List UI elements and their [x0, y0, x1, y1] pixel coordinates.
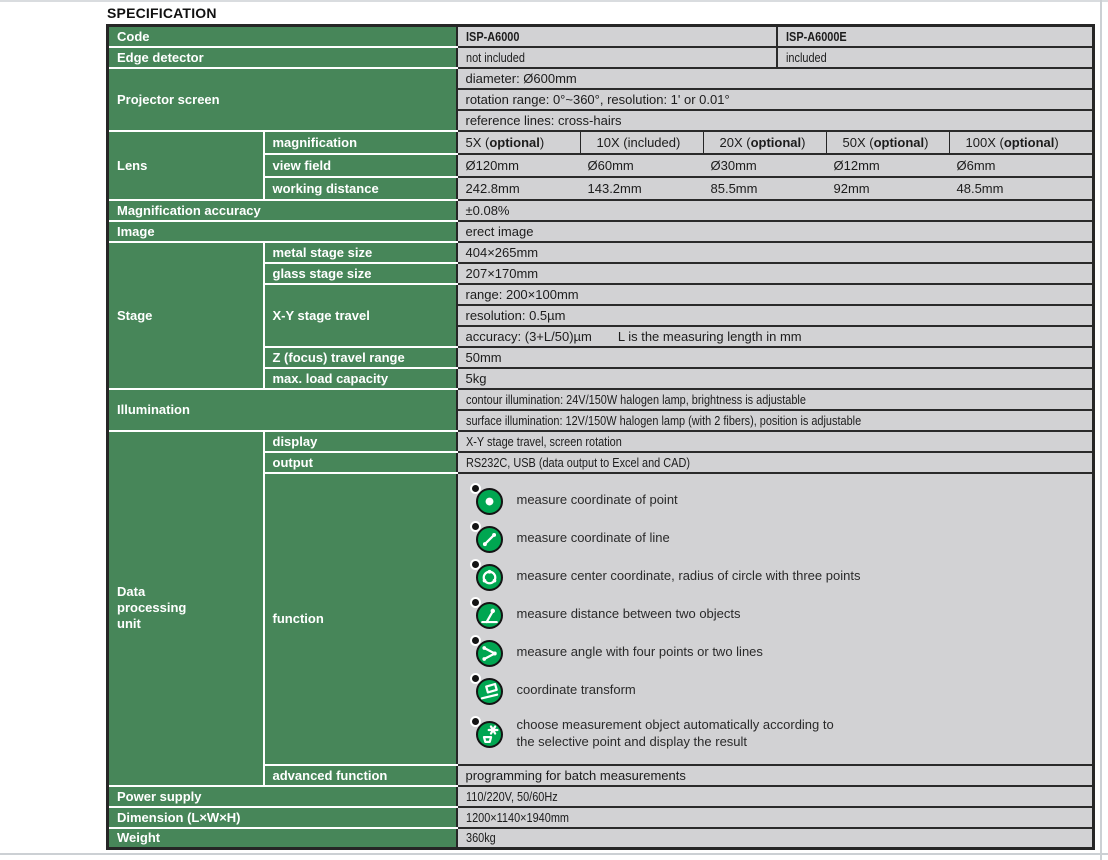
weight-label: Weight — [108, 828, 457, 849]
angle-measure-icon — [472, 637, 503, 668]
edge-detector-a-cell: not included — [457, 47, 777, 68]
line-measure-icon — [472, 523, 503, 554]
stage-glass-value: 207×170mm — [457, 263, 1094, 284]
stage-z-travel-value: 50mm — [457, 347, 1094, 368]
page-edge-top — [0, 0, 1108, 2]
power-supply-label: Power supply — [108, 786, 457, 807]
stage-xy-range-cell: range: 200×100mm — [457, 284, 1094, 305]
dpu-function-list — [457, 473, 1094, 765]
magnification-accuracy-value: ±0.08% — [457, 200, 1094, 221]
magnification-accuracy-label: Magnification accuracy — [108, 200, 457, 221]
circle-measure-icon — [472, 561, 503, 592]
stage-label: Stage — [108, 242, 264, 389]
stage-xy-accuracy-cell: accuracy: (3+L/50)µm L is the measuring length in mm — [457, 326, 1094, 347]
projector-reference-cell: reference lines: cross-hairs — [457, 110, 1094, 131]
lens-magnification-values: 5X (optional) 10X (included) 20X (optional) 50X (optional) 100X (optional) — [457, 131, 1094, 154]
dimension-value: 1200×1140×1940mm — [457, 807, 1094, 828]
code-label: Code — [108, 26, 457, 47]
point-measure-icon — [472, 485, 503, 516]
function-item: measure center coordinate, radius of circle with three points — [472, 558, 1087, 596]
image-value: erect image — [457, 221, 1094, 242]
stage-z-travel-label: Z (focus) travel range — [264, 347, 457, 368]
projector-diameter-cell: diameter: Ø600mm — [457, 68, 1094, 89]
lens-view-field-label: view field — [264, 154, 457, 177]
stage-load-label: max. load capacity — [264, 368, 457, 389]
code-model-a-cell: ISP-A6000 — [457, 26, 777, 47]
dpu-display-value: X-Y stage travel, screen rotation — [457, 431, 1094, 452]
dimension-label: Dimension (L×W×H) — [108, 807, 457, 828]
function-item: choose measurement object automatically according to the selective point and display the result — [472, 710, 1087, 758]
coordinate-transform-icon — [472, 675, 503, 706]
stage-load-value: 5kg — [457, 368, 1094, 389]
function-item: measure coordinate of line — [472, 520, 1087, 558]
stage-xy-travel-label: X-Y stage travel — [264, 284, 457, 347]
illumination-label: Illumination — [108, 389, 457, 431]
auto-measure-icon — [472, 718, 503, 749]
dpu-advanced-function-label: advanced function — [264, 765, 457, 786]
power-supply-value: 110/220V, 50/60Hz — [457, 786, 1094, 807]
lens-working-distance-values: 242.8mm 143.2mm 85.5mm 92mm 48.5mm — [457, 177, 1094, 200]
code-model-b-cell: ISP-A6000E — [777, 26, 1094, 47]
image-label: Image — [108, 221, 457, 242]
function-item: measure coordinate of point — [472, 482, 1087, 520]
page-edge-right — [1100, 0, 1102, 860]
illumination-contour-cell: contour illumination: 24V/150W halogen lamp, brightness is adjustable — [457, 389, 1094, 410]
lens-label: Lens — [108, 131, 264, 200]
lens-working-distance-label: working distance — [264, 177, 457, 200]
dpu-advanced-function-value: programming for batch measurements — [457, 765, 1094, 786]
function-item: coordinate transform — [472, 672, 1087, 710]
projector-screen-label: Projector screen — [108, 68, 457, 131]
lens-view-field-values: Ø120mm Ø60mm Ø30mm Ø12mm Ø6mm — [457, 154, 1094, 177]
lens-magnification-label: magnification — [264, 131, 457, 154]
projector-rotation-cell: rotation range: 0°~360°, resolution: 1' or 0.01° — [457, 89, 1094, 110]
page-edge-bottom — [0, 853, 1108, 855]
specification-table — [106, 24, 1095, 850]
stage-metal-label: metal stage size — [264, 242, 457, 263]
dpu-output-value: RS232C, USB (data output to Excel and CAD) — [457, 452, 1094, 473]
edge-detector-label: Edge detector — [108, 47, 457, 68]
illumination-surface-cell: surface illumination: 12V/150W halogen lamp (with 2 fibers), position is adjustable — [457, 410, 1094, 431]
stage-xy-resolution-cell: resolution: 0.5µm — [457, 305, 1094, 326]
dpu-output-label: output — [264, 452, 457, 473]
function-item: measure angle with four points or two lines — [472, 634, 1087, 672]
edge-detector-b-cell: included — [777, 47, 1094, 68]
data-processing-unit-label: Data processing unit — [108, 431, 264, 786]
stage-glass-label: glass stage size — [264, 263, 457, 284]
dpu-function-label: function — [264, 473, 457, 765]
dpu-display-label: display — [264, 431, 457, 452]
distance-measure-icon — [472, 599, 503, 630]
stage-metal-value: 404×265mm — [457, 242, 1094, 263]
page-title: SPECIFICATION — [107, 5, 217, 21]
function-item: measure distance between two objects — [472, 596, 1087, 634]
weight-value: 360kg — [457, 828, 1094, 849]
